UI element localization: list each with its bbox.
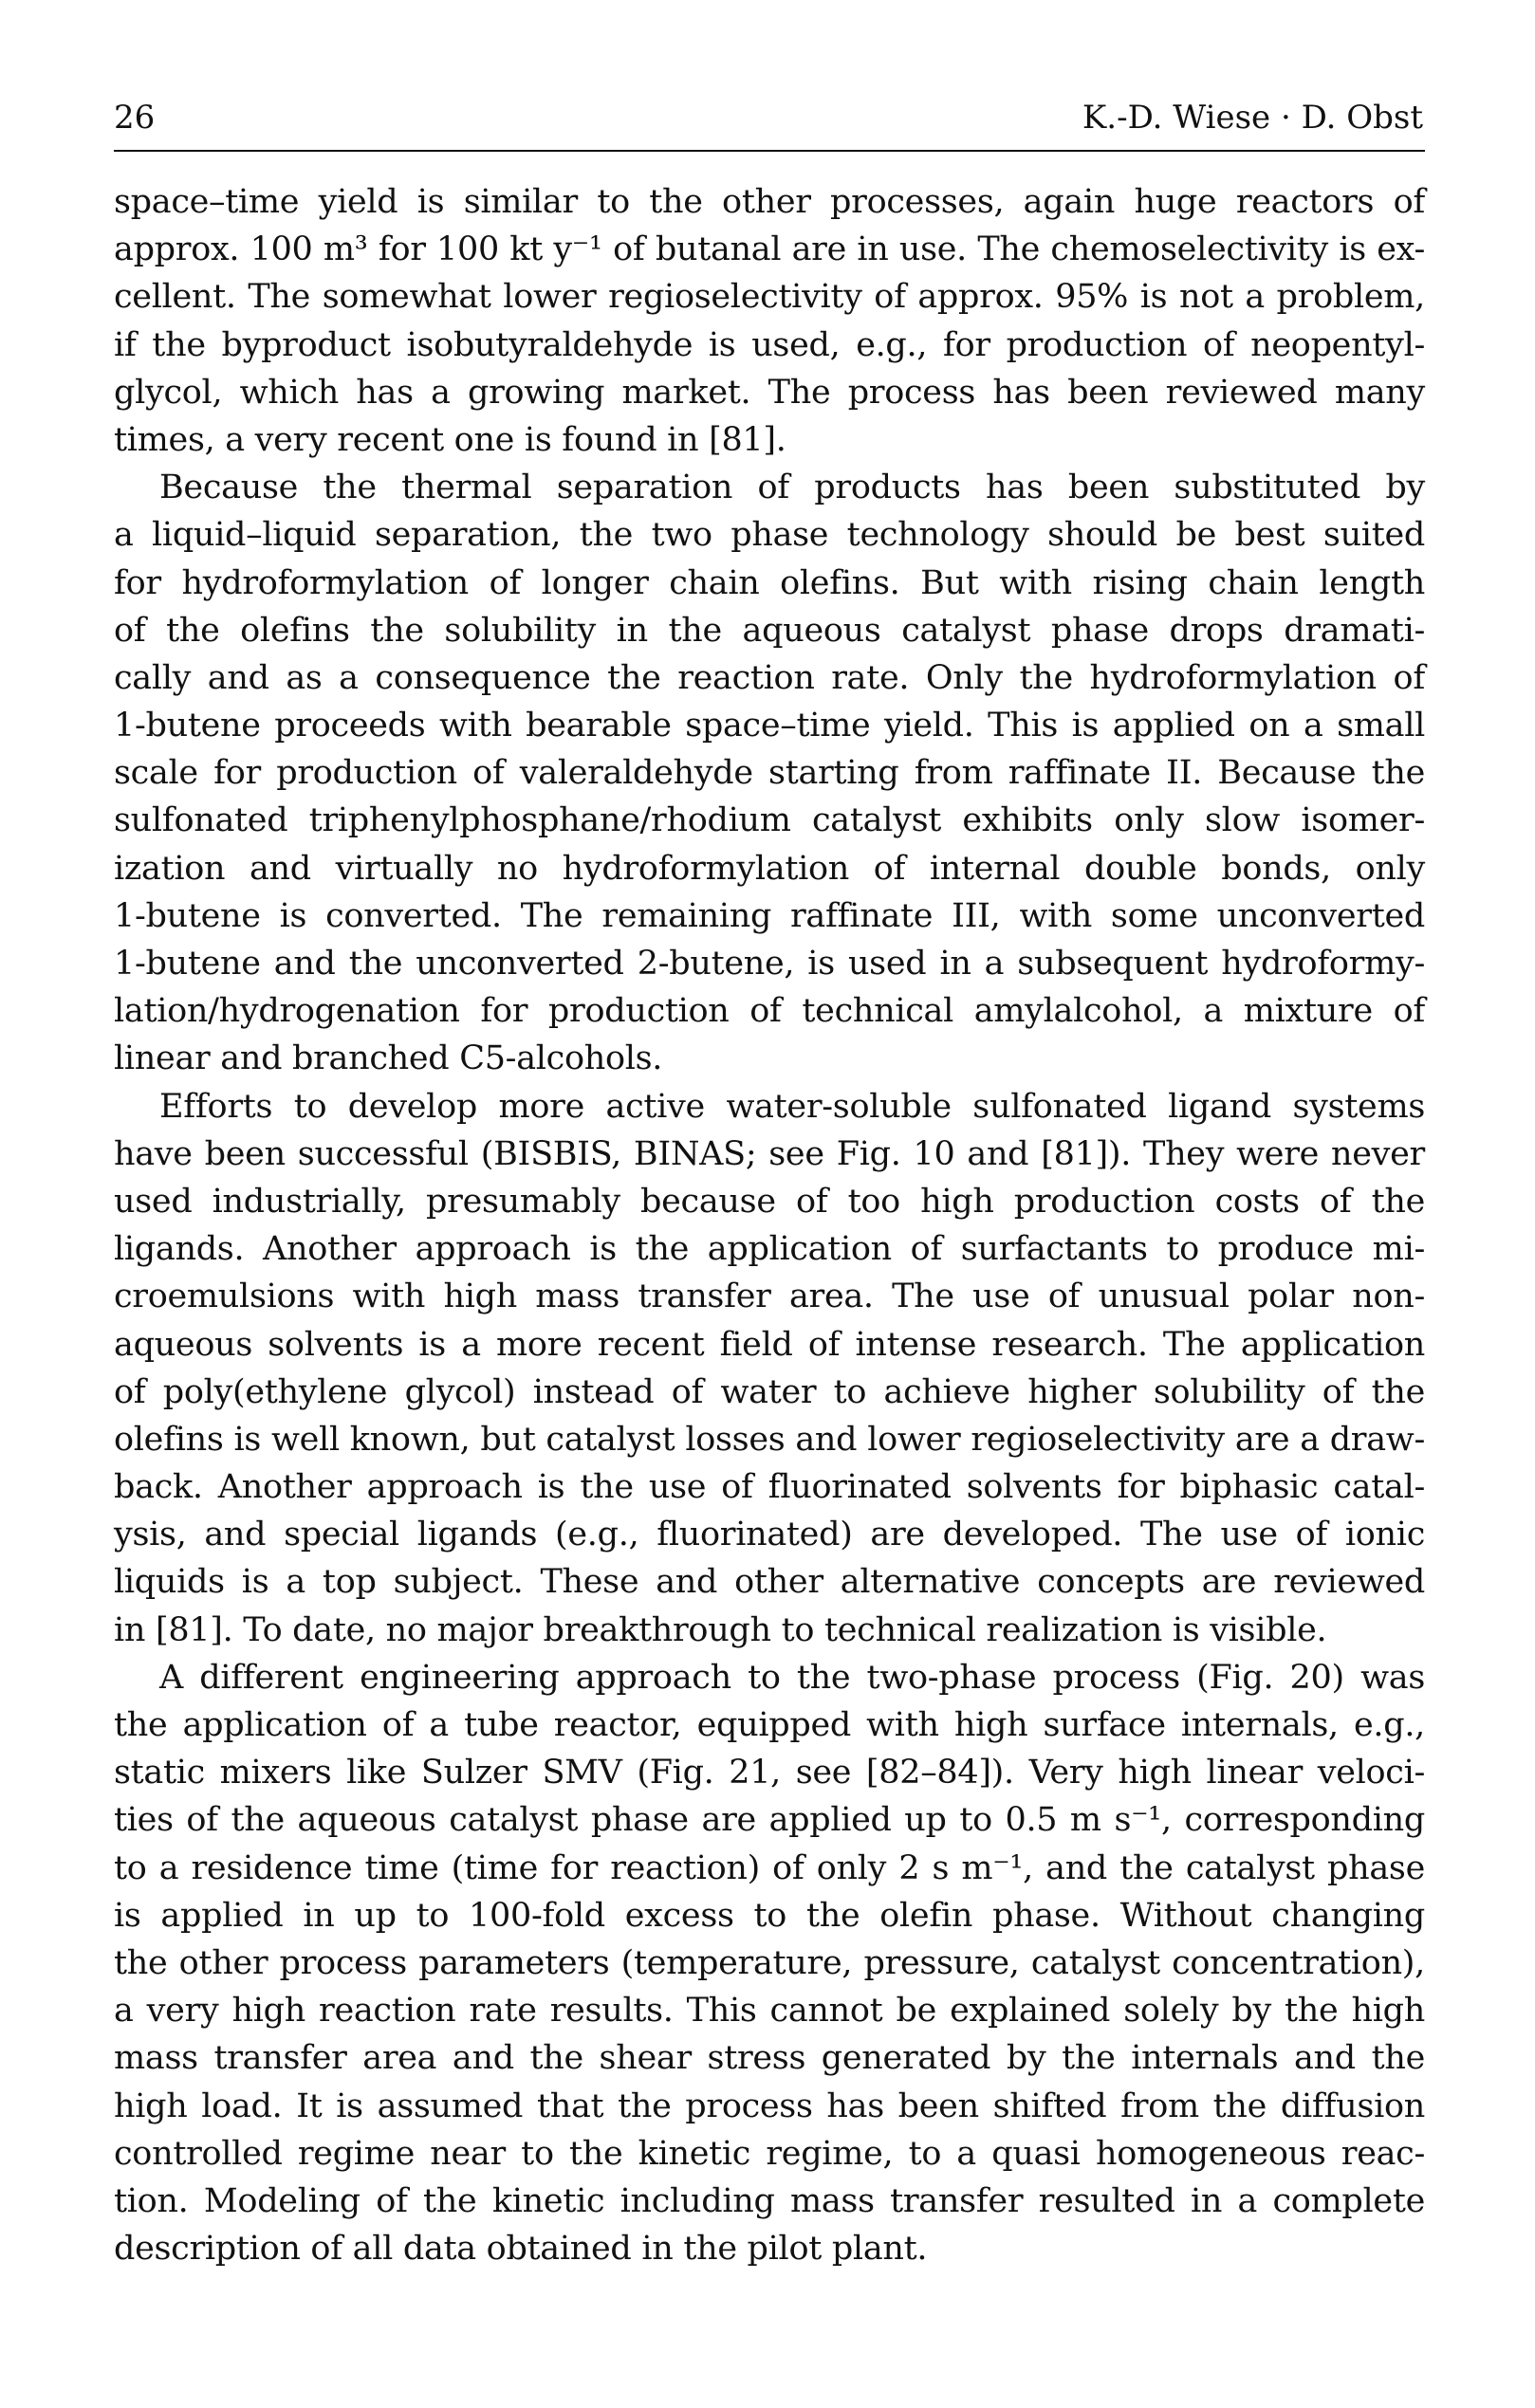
text-line: ties of the aqueous catalyst phase are applied up to 0.5 m s⁻¹, corresponding <box>114 1801 1425 1840</box>
text-line: liquids is a top subject. These and other alternative concepts are reviewed <box>114 1563 1425 1602</box>
text-line: description of all data obtained in the pilot plant. <box>114 2230 928 2269</box>
text-line: tion. Modeling of the kinetic including mass transfer resulted in a complete <box>114 2181 1425 2220</box>
text-line: sulfonated triphenylphosphane/rhodium catalyst exhibits only slow isomer- <box>114 801 1425 840</box>
text-line: the other process parameters (temperature, pressure, catalyst concentration), <box>114 1943 1425 1982</box>
text-line: lation/hydrogenation for production of technical amylalcohol, a mixture of <box>114 992 1425 1031</box>
text-line: if the byproduct isobutyraldehyde is used, e.g., for production of neopentyl- <box>114 325 1425 364</box>
text-line: in [81]. To date, no major breakthrough to technical realization is visible. <box>114 1610 1327 1649</box>
text-line: 1-butene and the unconverted 2-butene, is used in a subsequent hydroformy- <box>114 945 1425 983</box>
text-line: linear and branched C5-alcohols. <box>114 1039 663 1078</box>
text-line: ization and virtually no hydroformylation of internal double bonds, only <box>114 849 1425 888</box>
text-line: the application of a tube reactor, equipped with high surface internals, e.g., <box>114 1706 1425 1744</box>
paragraph-2 <box>114 464 1425 1082</box>
text-line: Efforts to develop more active water-soluble sulfonated ligand systems <box>159 1087 1425 1126</box>
text-line: is applied in up to 100-fold excess to the olefin phase. Without changing <box>114 1896 1425 1935</box>
text-line: aqueous solvents is a more recent field of intense research. The application <box>114 1325 1425 1364</box>
text-line: mass transfer area and the shear stress generated by the internals and the <box>114 2039 1425 2078</box>
paragraph-4 <box>114 1654 1425 2272</box>
text-line: glycol, which has a growing market. The process has been reviewed many <box>114 373 1425 412</box>
text-line: A different engineering approach to the two-phase process (Fig. 20) was <box>159 1658 1425 1697</box>
text-line: a very high reaction rate results. This cannot be explained solely by the high <box>114 1992 1425 2031</box>
text-line: Because the thermal separation of products has been substituted by <box>159 469 1425 507</box>
text-line: high load. It is assumed that the process has been shifted from the diffusion <box>114 2086 1425 2125</box>
text-line: space–time yield is similar to the other processes, again huge reactors of <box>114 183 1425 221</box>
text-line: times, a very recent one is found in [81]. <box>114 420 786 459</box>
page-number: 26 <box>114 99 156 137</box>
text-line: cellent. The somewhat lower regioselectivity of approx. 95% is not a problem, <box>114 278 1425 317</box>
text-line: ysis, and special ligands (e.g., fluorinated) are developed. The use of ionic <box>114 1516 1425 1554</box>
text-line: croemulsions with high mass transfer area. The use of unusual polar non- <box>114 1278 1425 1316</box>
paragraph-3 <box>114 1083 1425 1654</box>
text-line: ligands. Another approach is the application of surfactants to produce mi- <box>114 1230 1425 1269</box>
text-line: of poly(ethylene glycol) instead of water to achieve higher solubility of the <box>114 1372 1425 1411</box>
text-line: olefins is well known, but catalyst losses and lower regioselectivity are a draw- <box>114 1420 1425 1459</box>
page-header <box>114 93 1425 152</box>
text-line: approx. 100 m³ for 100 kt y⁻¹ of butanal are in use. The chemoselectivity is ex- <box>114 230 1425 269</box>
text-line: used industrially, presumably because of too high production costs of the <box>114 1182 1425 1221</box>
text-line: for hydroformylation of longer chain olefins. But with rising chain length <box>114 563 1425 602</box>
text-line: scale for production of valeraldehyde starting from raffinate II. Because the <box>114 754 1425 793</box>
paragraph-1 <box>114 178 1425 464</box>
text-line: controlled regime near to the kinetic regime, to a quasi homogeneous reac- <box>114 2134 1425 2173</box>
text-line: to a residence time (time for reaction) of only 2 s m⁻¹, and the catalyst phase <box>114 1848 1425 1887</box>
text-line: back. Another approach is the use of fluorinated solvents for biphasic catal- <box>114 1468 1425 1507</box>
text-line: 1-butene is converted. The remaining raffinate III, with some unconverted <box>114 896 1425 935</box>
running-head: K.-D. Wiese · D. Obst <box>1082 99 1423 137</box>
body-text <box>114 178 1425 2272</box>
text-line: have been successful (BISBIS, BINAS; see Fig. 10 and [81]). They were never <box>114 1134 1425 1173</box>
text-line: of the olefins the solubility in the aqueous catalyst phase drops dramati- <box>114 611 1425 650</box>
text-line: cally and as a consequence the reaction rate. Only the hydroformylation of <box>114 658 1425 697</box>
text-line: static mixers like Sulzer SMV (Fig. 21, see [82–84]). Very high linear veloci- <box>114 1754 1425 1792</box>
text-line: a liquid–liquid separation, the two phase technology should be best suited <box>114 516 1425 555</box>
text-line: 1-butene proceeds with bearable space–time yield. This is applied on a small <box>114 707 1425 745</box>
